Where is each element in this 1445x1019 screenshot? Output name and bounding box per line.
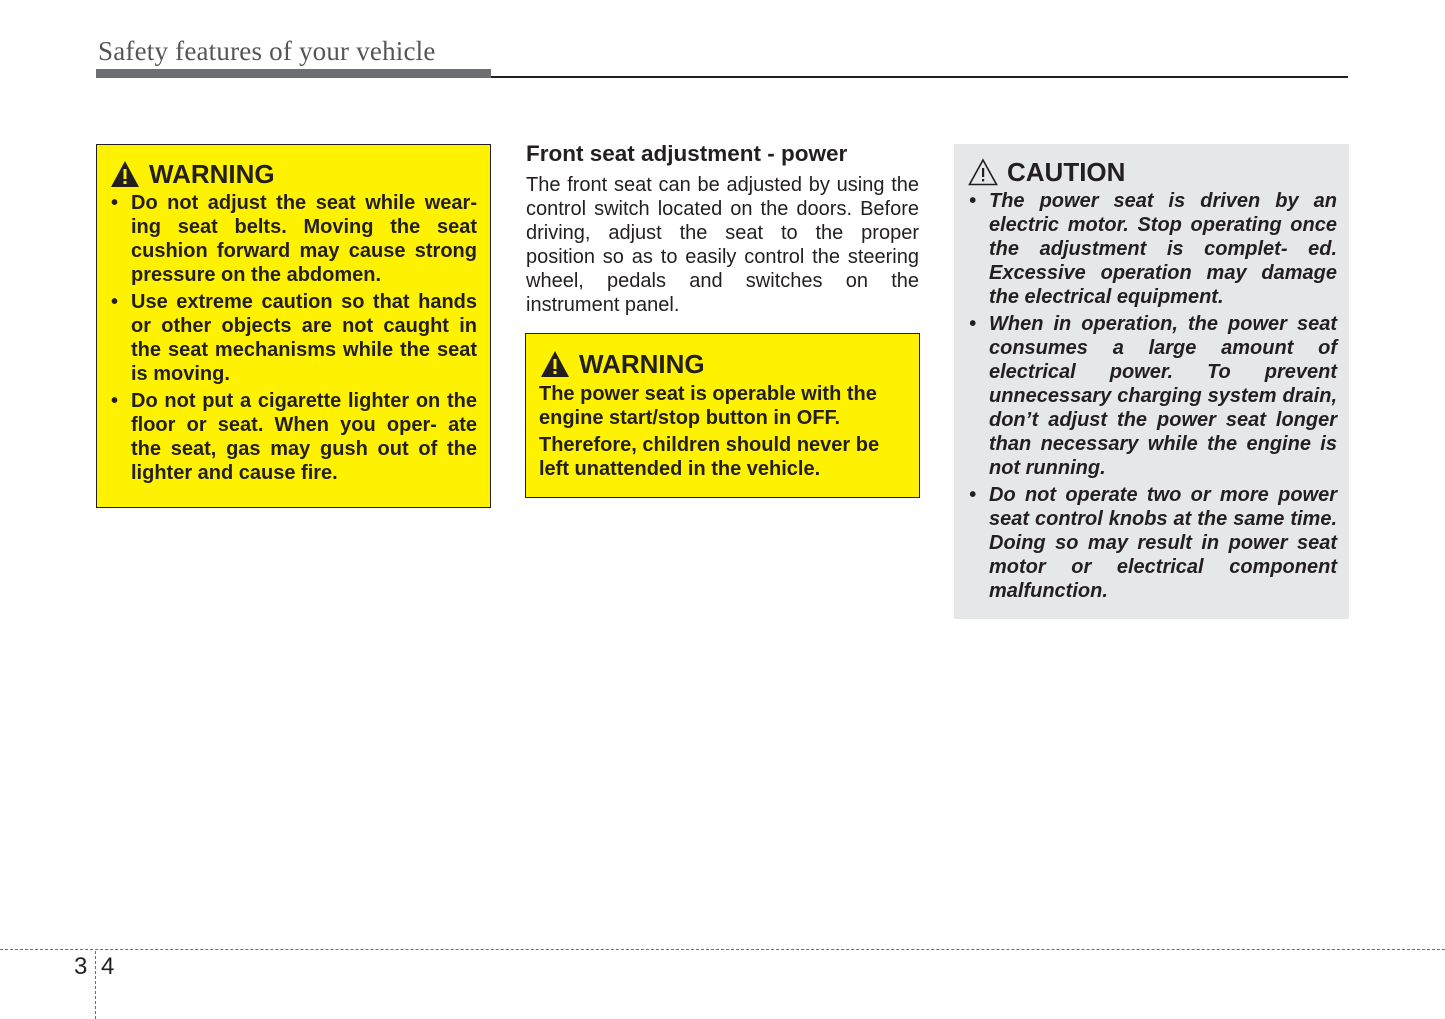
- caution-icon: [967, 157, 999, 187]
- footer-divider: [95, 951, 96, 1019]
- warning-box-left: [96, 144, 491, 508]
- list-item: • The power seat is driven by an electric motor. Stop operating once the adjustment is complet- ed. Excessive operation may damage the electrical equipment.: [967, 189, 1337, 309]
- header-rule-thin: [491, 76, 1348, 78]
- section-heading: Front seat adjustment - power: [526, 141, 848, 166]
- warning-list-left: [109, 191, 477, 485]
- warning-paragraph: The power seat is operable with the engine start/stop button in OFF.: [539, 383, 877, 429]
- warning-title-left: [109, 159, 477, 189]
- warning-icon: [109, 159, 141, 189]
- list-item: • Do not adjust the seat while wear- ing seat belts. Moving the seat cushion forward may cause strong pressure on the abdomen.: [109, 191, 477, 287]
- header-rule-thick: [96, 69, 491, 78]
- list-item: • Do not put a cigarette lighter on the floor or seat. When you oper- ate the seat, gas may gush out of the lighter and cause fire.: [109, 389, 477, 485]
- warning-title-middle: [539, 349, 906, 379]
- caution-list: [967, 189, 1337, 603]
- caution-title: [967, 157, 1337, 187]
- warning-box-middle: [525, 333, 920, 498]
- warning-paragraph: Therefore, children should never be left unattended in the vehicle.: [539, 434, 880, 480]
- page-number: 4: [101, 953, 115, 980]
- page-chapter-number: 3: [74, 953, 88, 980]
- list-item: • Use extreme caution so that hands or other objects are not caught in the seat mechanisms while the seat is moving.: [109, 290, 477, 386]
- list-item: • When in operation, the power seat consumes a large amount of electrical power. To prevent unnecessary charging system drain, don’t adjust the power seat longer than necessary while the engine is not running.: [967, 312, 1337, 480]
- warning-title-text: WARNING: [149, 159, 275, 189]
- caution-box: [954, 144, 1349, 619]
- section-body: The front seat can be adjusted by using the control switch located on the doors. Before driving, adjust the seat to the proper position so as to easily control the steering wheel, pedals and switches on the instrument panel.: [526, 174, 919, 316]
- footer-rule: [0, 949, 1445, 950]
- page-header-title: Safety features of your vehicle: [98, 36, 436, 66]
- warning-icon: [539, 349, 571, 379]
- caution-title-text: CAUTION: [1007, 157, 1126, 187]
- list-item: • Do not operate two or more power seat control knobs at the same time. Doing so may result in power seat motor or electrical component malfunction.: [967, 483, 1337, 603]
- warning-title-text: WARNING: [579, 349, 705, 379]
